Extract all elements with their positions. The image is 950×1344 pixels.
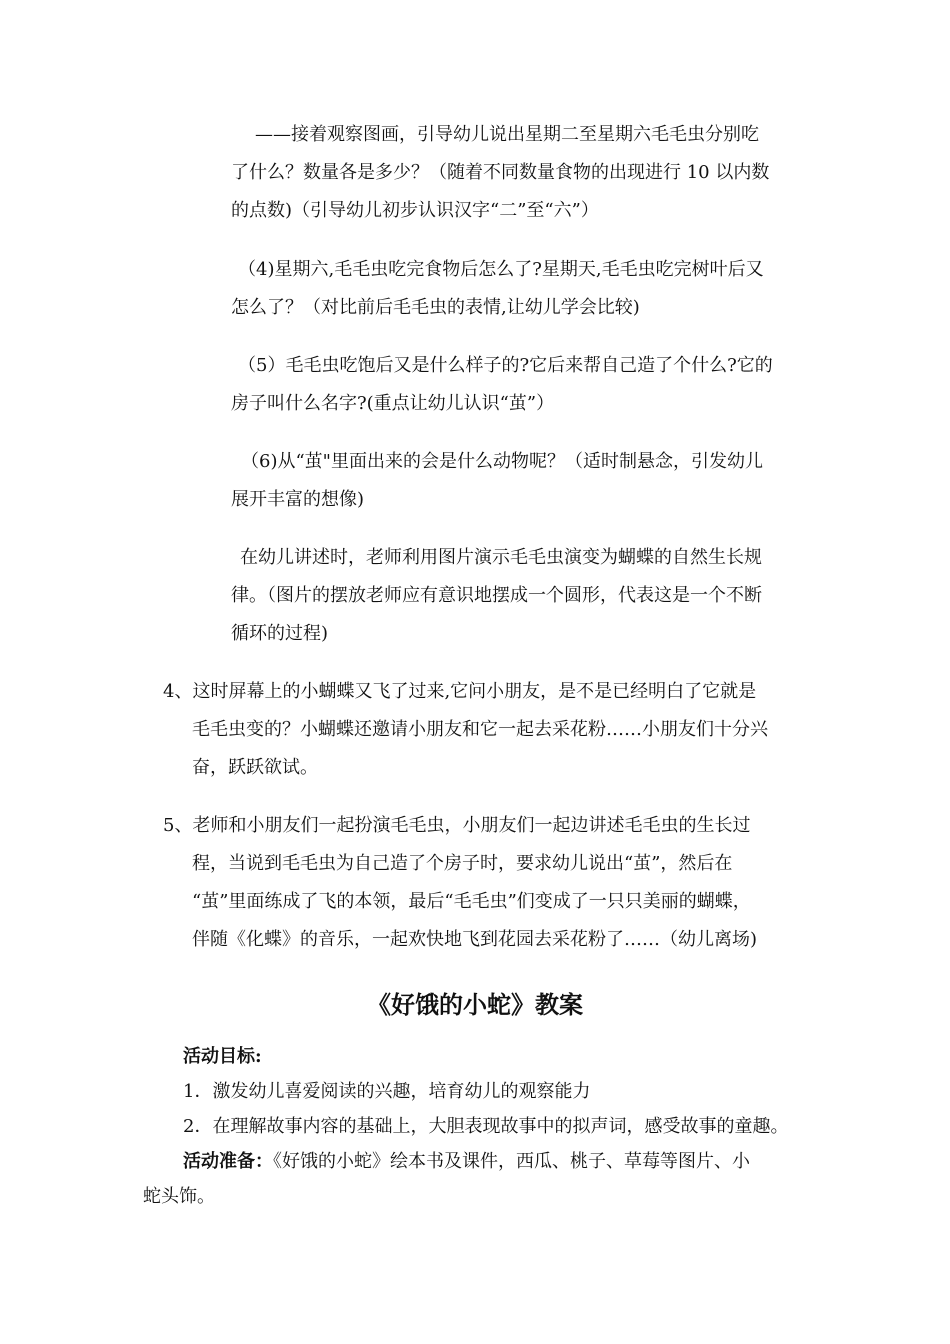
text-line: 伴随《化蝶》的音乐，一起欢快地飞到花园去采花粉了……（幼儿离场)	[192, 929, 758, 950]
text-line: 了什么？数量各是多少？（随着不同数量食物的出现进行 10 以内数	[231, 162, 770, 183]
goal-item: 1．激发幼儿喜爱阅读的兴趣，培育幼儿的观察能力	[183, 1081, 591, 1102]
text-line: （4)星期六,毛毛虫吃完食物后怎么了?星期天,毛毛虫吃完树叶后又	[238, 259, 764, 280]
preparation-line-2: 蛇头饰。	[143, 1186, 215, 1207]
text-line: 怎么了？（对比前后毛毛虫的表情,让幼儿学会比较)	[231, 297, 640, 318]
preparation-label: 活动准备：	[183, 1151, 273, 1172]
text-line: （6)从“茧"里面出来的会是什么动物呢？（适时制悬念，引发幼儿	[241, 451, 763, 472]
goal-item: 2．在理解故事内容的基础上，大胆表现故事中的拟声词，感受故事的童趣。	[183, 1116, 789, 1137]
text-line: 律。（图片的摆放老师应有意识地摆成一个圆形，代表这是一个不断	[231, 585, 762, 606]
text-line: 程，当说到毛毛虫为自己造了个房子时，要求幼儿说出“茧”，然后在	[192, 853, 733, 874]
text-line: 毛毛虫变的？小蝴蝶还邀请小朋友和它一起去采花粉……小朋友们十分兴	[192, 719, 768, 740]
text-line: 在幼儿讲述时，老师利用图片演示毛毛虫演变为蝴蝶的自然生长规	[240, 547, 762, 568]
text-line: 循环的过程)	[231, 623, 329, 644]
preparation-line	[183, 1149, 750, 1175]
text-line: （5）毛毛虫吃饱后又是什么样子的?它后来帮自己造了个什么?它的	[238, 355, 773, 376]
text-line: 奋，跃跃欲试。	[192, 757, 318, 778]
text-line: 房子叫什么名字?(重点让幼儿认识“茧”）	[231, 393, 555, 414]
text-line: 展开丰富的想像)	[231, 489, 365, 510]
preparation-text: 《好饿的小蛇》绘本书及课件，西瓜、桃子、草莓等图片、小	[273, 1151, 750, 1172]
text-line: 5、老师和小朋友们一起扮演毛毛虫，小朋友们一起边讲述毛毛虫的生长过	[163, 815, 751, 836]
text-line: ——接着观察图画，引导幼儿说出星期二至星期六毛毛虫分别吃	[255, 124, 759, 145]
lesson-title: 《好饿的小蛇》教案	[367, 990, 583, 1019]
text-line: 4、这时屏幕上的小蝴蝶又飞了过来,它问小朋友，是不是已经明白了它就是	[163, 681, 757, 702]
goals-label: 活动目标:	[183, 1046, 262, 1067]
text-line: 的点数)（引导幼儿初步认识汉字“二”至“六”）	[231, 200, 599, 221]
text-line: “茧”里面练成了飞的本领，最后“毛毛虫”们变成了一只只美丽的蝴蝶，	[192, 891, 751, 912]
